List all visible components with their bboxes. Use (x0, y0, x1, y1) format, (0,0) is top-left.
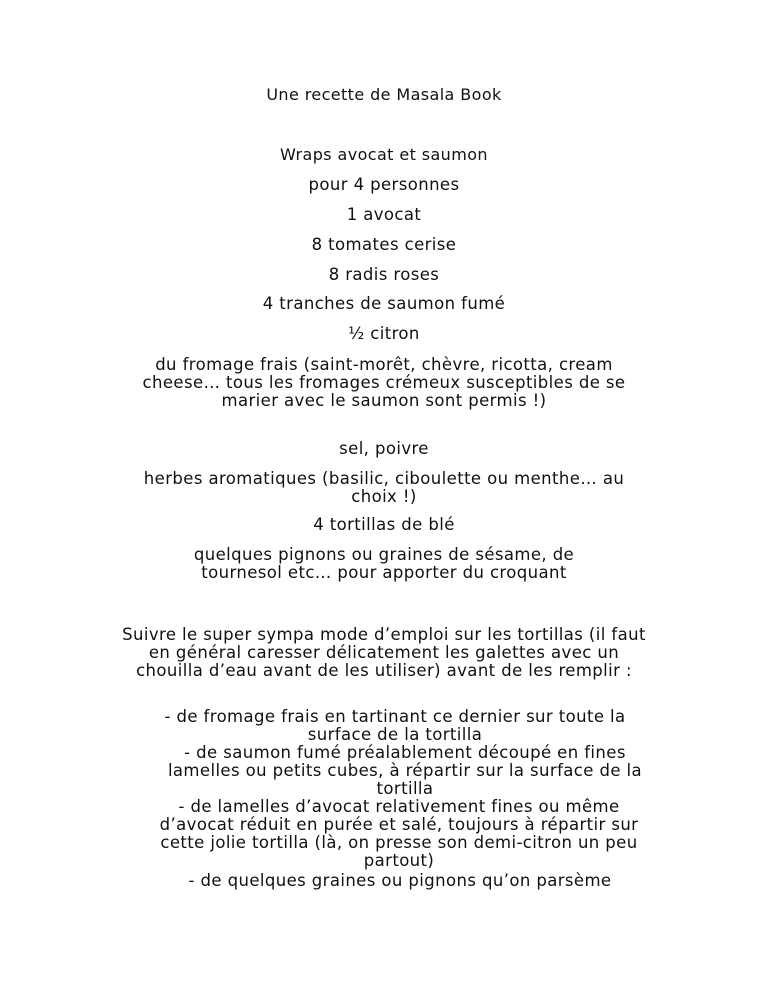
instruction-step: - de quelques graines ou pignons qu’on parsème (188, 871, 612, 890)
ingredient-item: ½ citron (348, 324, 420, 343)
recipe-servings: pour 4 personnes (308, 175, 460, 194)
ingredient-item: 4 tranches de saumon fumé (262, 294, 506, 313)
ingredient-item: herbes aromatiques (basilic, ciboulette ou menthe… au choix !) (143, 469, 625, 506)
ingredient-item: quelques pignons ou graines de sésame, de tournesol etc… pour apporter du croquant (193, 545, 575, 582)
instruction-step: - de saumon fumé préalablement découpé en fines lamelles ou petits cubes, à répartir sur la surface de la tortilla (167, 743, 643, 798)
ingredient-item: sel, poivre (339, 439, 429, 458)
ingredient-item: 8 radis roses (328, 265, 440, 284)
ingredient-item: du fromage frais (saint-morêt, chèvre, ricotta, cream cheese… tous les fromages crémeux susceptibles de se marier avec le saumon sont permis !) (142, 355, 626, 410)
instruction-step: - de fromage frais en tartinant ce dernier sur toute la surface de la tortilla (164, 707, 626, 744)
instructions-intro: Suivre le super sympa mode d’emploi sur les tortillas (il faut en général caresser délicatement les galettes avec un chouilla d’eau avant de les utiliser) avant de les remplir : (122, 625, 646, 680)
recipe-source: Une recette de Masala Book (266, 85, 502, 104)
ingredient-item: 4 tortillas de blé (313, 515, 455, 534)
ingredient-item: 8 tomates cerise (311, 235, 457, 254)
instruction-step: - de lamelles d’avocat relativement fines ou même d’avocat réduit en purée et salé, toujours à répartir sur cette jolie tortilla (là, on presse son demi-citron un peu partout) (159, 797, 639, 870)
recipe-title: Wraps avocat et saumon (280, 145, 488, 164)
ingredient-item: 1 avocat (346, 205, 422, 224)
